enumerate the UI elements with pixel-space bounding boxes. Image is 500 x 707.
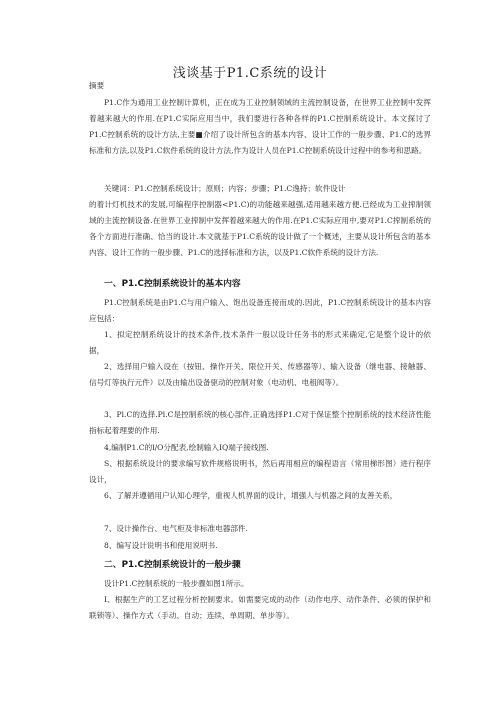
section-1-intro: P1.C控制系统是由P1.C与用户输入、饱出设备连接而成的.因此，P1.C控制系统设计的基本内容应包括： <box>89 298 431 323</box>
section-2-heading: 二、P1.C控制系统设计的一般步骤 <box>104 560 241 570</box>
section-1-item: 7、设计操作台、电气柜及非标准电器部件. <box>104 524 248 533</box>
document-title: 浅谈基于P1.C系统的设计 <box>172 66 328 81</box>
intro-paragraph: 的着计灯机技术的发展,可编程序控制器<P1.C)的功能越来越强,适用越来越方便.已经成为工业搾制领域的主流控制设备.在世界工业搾制中发挥着越来越大的作用.在P1.C实际应用中,要对P1.C搾制系统的各个方面进行准确、恰当的设计.本文就基于P1.C系统的设计做了一个概述，主要从设计所包含的基本内容、设计工作的一般步骤、P1.C的选择标准和方法，以及P1.C软件系统的设计方法. <box>89 200 431 257</box>
section-1-heading: 一、P1.C控制系统设计的基本内容 <box>104 279 241 289</box>
section-1-item: 2、选择用户输入设在（按钮、操作开关、限位开关、传感器等）、输入设备（继电器、接触器、信号灯等执行元件）以及由输出设备驱动的控制对象（电动机、电租阀等）。 <box>89 362 431 387</box>
section-2-item: I、根据生产的工艺过程分析控制要求。如需要完成的动作（动作电序、动作条件、必须的保护和联锁等）、操作方式（手动、自动；连续、单周期、单步等）。 <box>89 595 431 620</box>
section-1-item: 4,编制P1.C的l/O分配表,绘制输入IQ端子接线图. <box>104 443 269 452</box>
abstract-label: 摘要 <box>89 81 105 90</box>
abstract-text: P1.C作为通用工业控制计算机，正在成为工业控制领域的主流控制设备，在世界工业控制中发挥着越来越大的作用.在P1.C实际应用当中，我们要进行各种各样的P1.C控制系统设计。本文探讨了P1.C控制系统的设计方法,主要■介绍了设计所包含的基本内容、设计工作的一般步骤、P1.C的选界标准和方法,以及P1.C软件系统的设计方法,作为设计人员在P1.C控制系统设计过程中的参考和思路。 <box>89 98 431 155</box>
section-1-item: 8、编写设计说明书和使用说明书. <box>104 541 218 550</box>
section-1-item: 6、了解并遵循用户认知心理学，重视人机界面的设计，增强人与机器之间的友善关系， <box>104 491 398 500</box>
section-1-item: 3、Pl.C的选择.Pl.C是控制系统的核心部件,正确选择P1.C对于保证整个控制系统的技术经济性能指标起着理要的作用. <box>89 410 431 435</box>
section-1-item: S、根据系统设计的要求编写软件规格说明书，然后再用相应的编程语言（常用梯形图）进行程序设计， <box>89 459 431 484</box>
section-2-intro: 设计P1.C控制系统的一般步骤如图1所示。 <box>104 579 249 588</box>
keywords: 关键词：P1.C控制系统设计；原则；内容；步骤；P1.C逸持；软件设计 <box>104 184 346 193</box>
section-1-item: 1、拟定控制系统设计的技术条件,技术条件一般以设计任务书的形式来确定,它是整个设计的依据， <box>89 330 431 355</box>
